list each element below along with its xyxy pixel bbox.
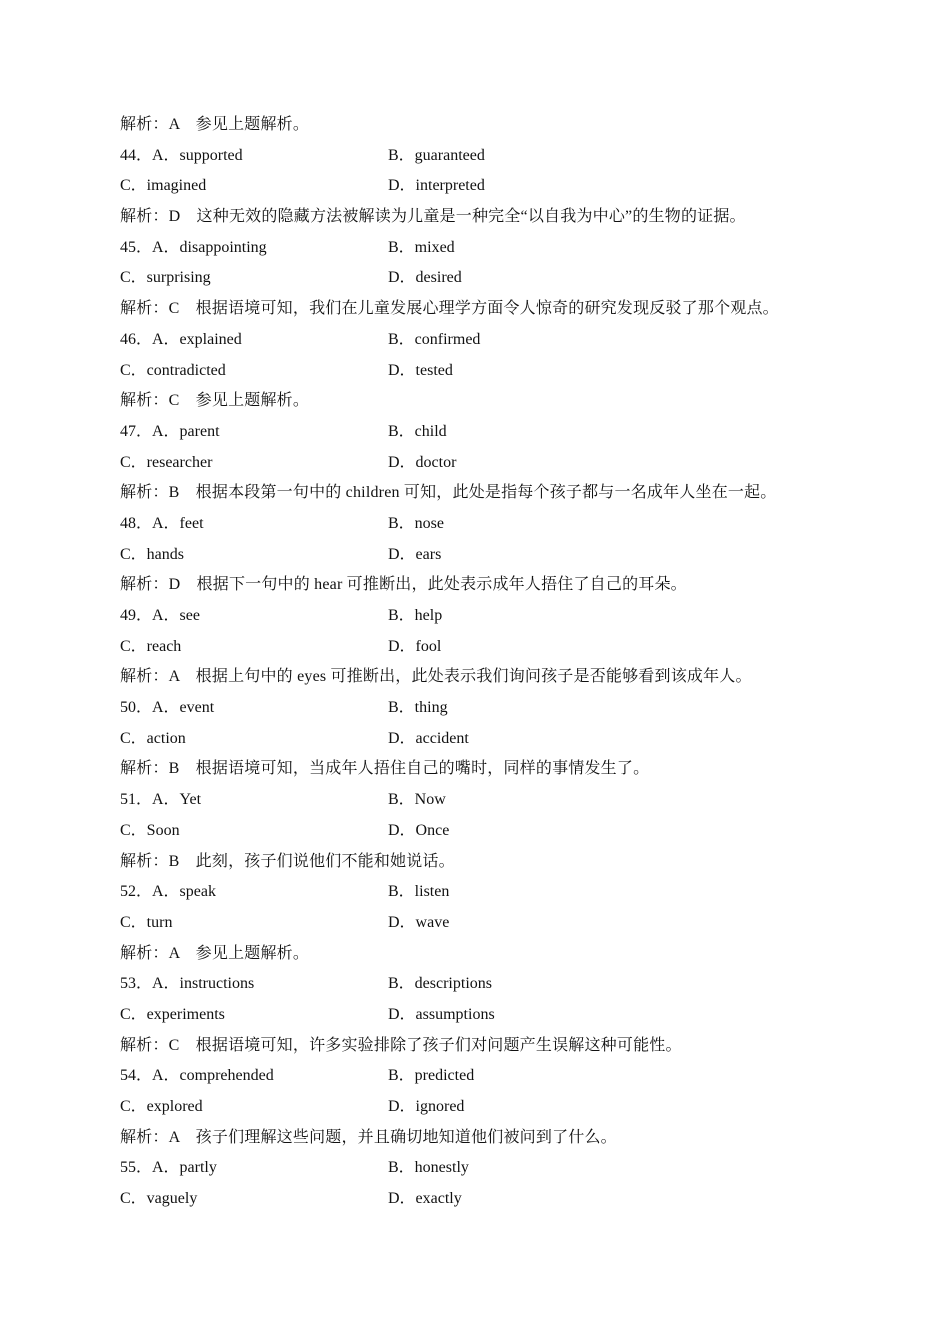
options-line [120, 233, 840, 264]
option-right: B．guaranteed [388, 146, 485, 164]
options-line [120, 263, 840, 294]
explanation-line [120, 939, 840, 970]
option-left: 51．A．Yet [120, 791, 202, 809]
option-left: C．action [120, 729, 186, 747]
options-line [120, 1153, 840, 1184]
option-left: 52．A．speak [120, 883, 216, 901]
option-left: 50．A．event [120, 699, 215, 717]
option-left: 54．A．comprehended [120, 1067, 274, 1085]
options-line [120, 816, 840, 847]
option-left: C．reach [120, 637, 182, 655]
explanation-line [120, 386, 840, 417]
option-right: B．descriptions [388, 975, 492, 993]
options-line [120, 448, 840, 479]
option-right: D．fool [388, 637, 442, 655]
options-line [120, 325, 840, 356]
explanation-text: 解析：C 根据语境可知，许多实验排除了孩子们对问题产生误解这种可能性。 [120, 1036, 682, 1054]
explanation-line [120, 110, 840, 141]
options-line [120, 908, 840, 939]
option-right: B．child [388, 422, 447, 440]
option-right: D．wave [388, 913, 450, 931]
explanation-text: 解析：C 参见上题解析。 [120, 392, 310, 410]
option-left: 49．A．see [120, 607, 200, 624]
options-line [120, 693, 840, 724]
option-right: D．ignored [388, 1098, 465, 1115]
option-right: B．nose [388, 514, 445, 532]
explanation-line [120, 478, 840, 509]
option-right: B．Now [388, 791, 446, 809]
option-right: D．tested [388, 361, 453, 379]
options-line [120, 724, 840, 755]
explanation-text: 解析：A 参见上题解析。 [120, 944, 310, 962]
option-left: C．contradicted [120, 361, 226, 379]
options-line [120, 969, 840, 1000]
option-right: B．thing [388, 699, 448, 717]
explanation-line [120, 202, 840, 233]
option-left: C．hands [120, 545, 185, 563]
answer-key-content [120, 110, 840, 1215]
explanation-text: 解析：A 孩子们理解这些问题，并且确切地知道他们被问到了什么。 [120, 1128, 617, 1146]
explanation-text: 解析：B 根据本段第一句中的 children 可知，此处是指每个孩子都与一名成年人坐在一起。 [120, 484, 777, 502]
option-left: C．explored [120, 1098, 203, 1115]
explanation-text: 解析：D 这种无效的隐藏方法被解读为儿童是一种完全“以自我为中心”的生物的证据。 [120, 208, 746, 226]
option-left: 45．A．disappointing [120, 238, 267, 256]
option-left: C．vaguely [120, 1190, 198, 1208]
option-right: D．exactly [388, 1190, 462, 1208]
option-right: B．confirmed [388, 330, 481, 348]
option-left: C．imagined [120, 177, 207, 195]
options-line [120, 141, 840, 172]
explanation-text: 解析：D 根据下一句中的 hear 可推断出，此处表示成年人捂住了自己的耳朵。 [120, 576, 687, 594]
options-line [120, 509, 840, 540]
option-right: D．interpreted [388, 177, 485, 195]
option-left: 44．A．supported [120, 146, 243, 164]
explanation-text: 解析：A 参见上题解析。 [120, 116, 310, 133]
option-right: B．honestly [388, 1159, 469, 1177]
option-right: B．listen [388, 883, 450, 901]
option-right: D．Once [388, 821, 450, 839]
option-left: C．Soon [120, 821, 180, 839]
option-right: B．mixed [388, 238, 455, 256]
option-left: 46．A．explained [120, 330, 242, 348]
explanation-line [120, 1031, 840, 1062]
option-right: B．help [388, 607, 443, 624]
option-left: 47．A．parent [120, 422, 220, 440]
options-line [120, 540, 840, 571]
option-left: C．turn [120, 913, 173, 931]
option-left: C．experiments [120, 1005, 225, 1023]
explanation-line [120, 847, 840, 878]
option-right: D．accident [388, 729, 469, 747]
options-line [120, 1184, 840, 1215]
options-line [120, 1000, 840, 1031]
explanation-line [120, 662, 840, 693]
options-line [120, 1092, 840, 1123]
options-line [120, 785, 840, 816]
explanation-line [120, 1123, 840, 1154]
explanation-text: 解析：C 根据语境可知，我们在儿童发展心理学方面令人惊奇的研究发现反驳了那个观点。 [120, 300, 779, 318]
option-left: 55．A．partly [120, 1159, 217, 1177]
options-line [120, 632, 840, 663]
explanation-text: 解析：B 此刻，孩子们说他们不能和她说话。 [120, 852, 455, 870]
options-line [120, 1061, 840, 1092]
option-right: D．ears [388, 545, 442, 563]
options-line [120, 171, 840, 202]
option-left: C．researcher [120, 453, 213, 471]
option-left: 48．A．feet [120, 514, 204, 532]
explanation-line [120, 754, 840, 785]
option-left: 53．A．instructions [120, 975, 255, 993]
option-right: D．desired [388, 269, 462, 287]
options-line [120, 417, 840, 448]
explanation-text: 解析：B 根据语境可知，当成年人捂住自己的嘴时，同样的事情发生了。 [120, 760, 650, 778]
option-left: C．surprising [120, 269, 211, 287]
option-right: B．predicted [388, 1067, 475, 1085]
explanation-line [120, 294, 840, 325]
options-line [120, 601, 840, 632]
explanation-text: 解析：A 根据上句中的 eyes 可推断出，此处表示我们询问孩子是否能够看到该成年人。 [120, 668, 752, 686]
options-line [120, 356, 840, 387]
options-line [120, 877, 840, 908]
option-right: D．assumptions [388, 1005, 495, 1023]
explanation-line [120, 570, 840, 601]
option-right: D．doctor [388, 453, 457, 471]
